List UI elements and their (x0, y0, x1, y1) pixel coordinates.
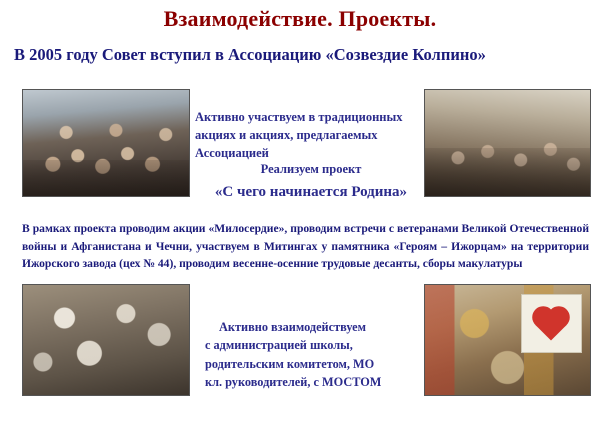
text-cooperation-line3: родительским комитетом, МО (205, 356, 375, 371)
slide-subtitle: В 2005 году Совет вступил в Ассоциацию «Созвездие Колпино» (14, 45, 486, 64)
text-association-activity: Активно участвуем в традиционных акциях и акциях, предлагаемых Ассоциацией (195, 110, 403, 161)
text-project-line1: Реализуем проект (260, 162, 362, 176)
labour-desant-photo-image (23, 285, 189, 395)
text-cooperation-line1: Активно взаимодействуем (219, 320, 366, 334)
text-main-paragraph-body: В рамках проекта проводим акции «Милосердие», проводим встречи с ветеранами Великой Отечественной войны и Афганистана и Чечни, участвуем в Митингах у памятника «Героям – Ижорцам» на территории Ижорского завода (цех № 44), проводим весенне-осенние трудовые десанты, сборы макулатуры (22, 222, 589, 271)
text-cooperation (205, 318, 420, 392)
heart-poster (521, 294, 582, 353)
heart-icon (536, 309, 567, 340)
group-photo (22, 89, 190, 197)
event-photo-image (425, 90, 590, 196)
text-project (195, 160, 427, 203)
text-cooperation-line2: с администрацией школы, (205, 338, 353, 353)
group-photo-image (23, 90, 189, 196)
slide-title: Взаимодействие. Проекты. (163, 6, 437, 31)
charity-boxes-photo (424, 284, 591, 396)
event-photo (424, 89, 591, 197)
text-project-line2: «С чего начинается Родина» (214, 183, 408, 200)
labour-desant-photo (22, 284, 190, 396)
text-main-paragraph (22, 220, 589, 273)
text-cooperation-line4: кл. руководителей, с МОСТОМ (205, 375, 382, 390)
